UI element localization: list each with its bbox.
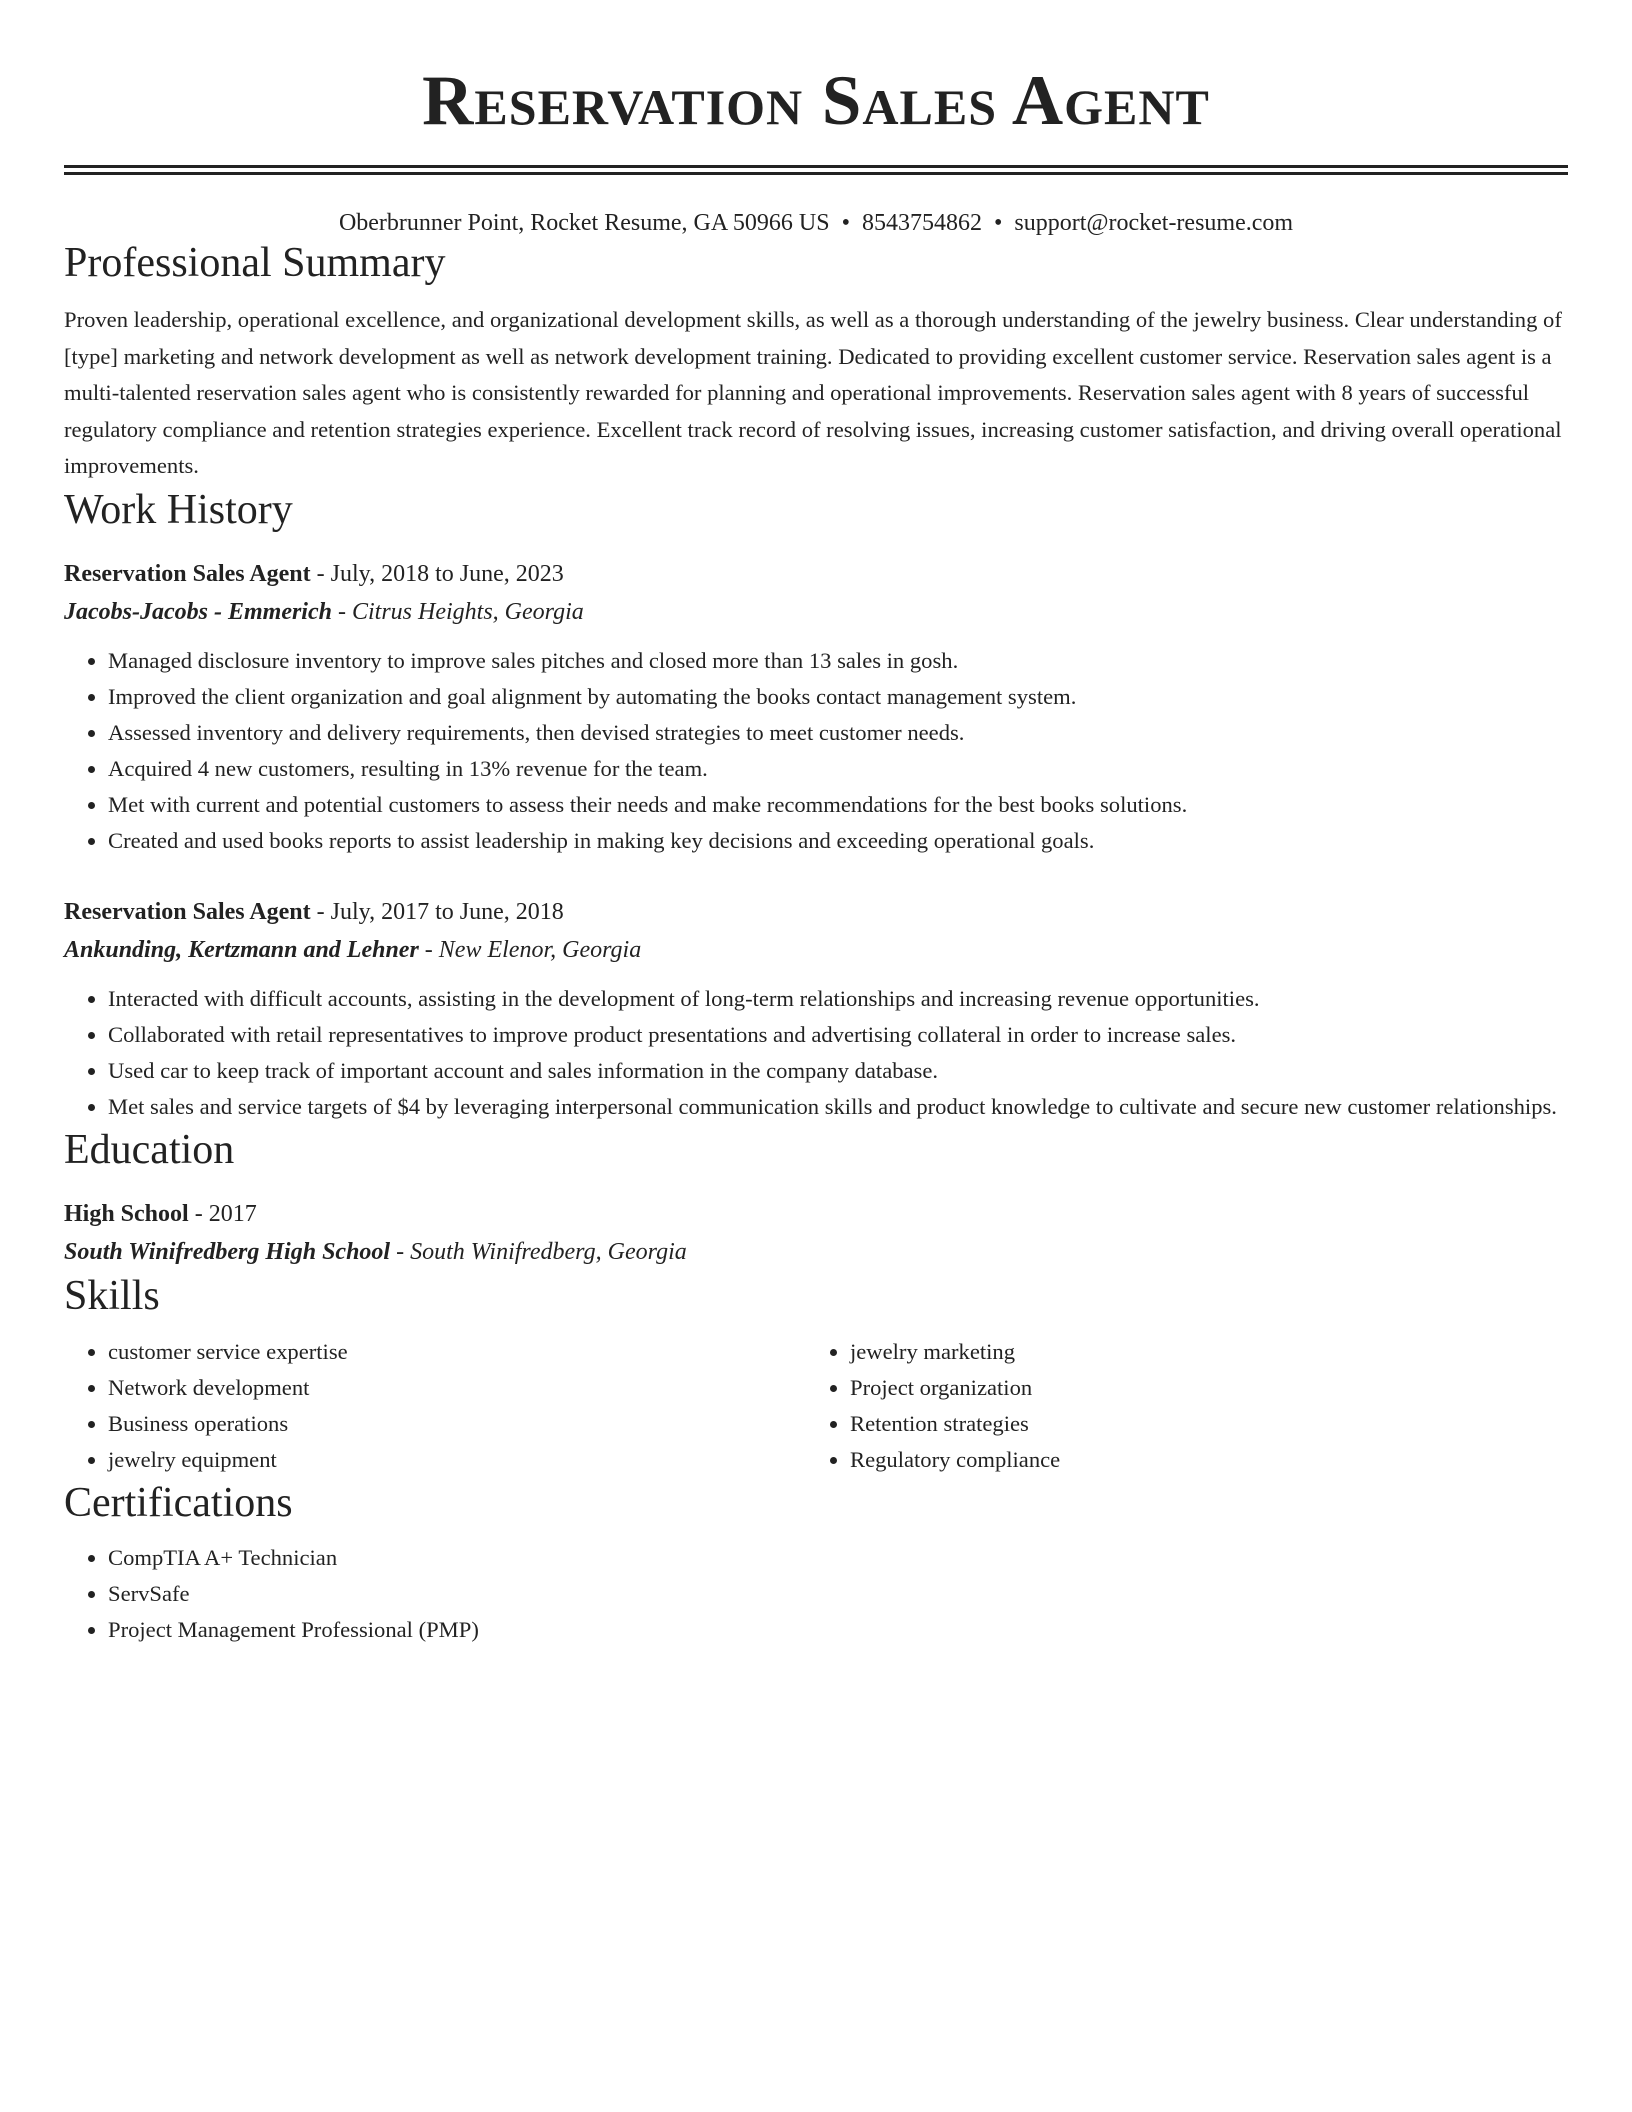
job-title-line <box>64 893 1568 931</box>
job-bullets <box>64 643 1568 859</box>
skill-item: • Regulatory compliance <box>850 1442 1548 1478</box>
job-location: - New Elenor, Georgia <box>418 937 642 964</box>
job-bullets <box>64 981 1568 1125</box>
work-history-heading: Work History <box>64 486 293 533</box>
skill-item: • Network development <box>108 1370 806 1406</box>
job-bullet: • Created and used books reports to assist leadership in making key decisions and exceeding operational goals. <box>108 823 1568 859</box>
education-school: South Winifredberg High School <box>64 1239 391 1266</box>
job-bullet: • Met with current and potential customers to assess their needs and make recommendations for the best books solutions. <box>108 787 1568 823</box>
skill-item: • Business operations <box>108 1406 806 1442</box>
education-degree-line <box>64 1195 1568 1233</box>
skill-item: • Project organization <box>850 1370 1548 1406</box>
job-location: - Citrus Heights, Georgia <box>331 599 584 626</box>
job-bullet: • Collaborated with retail representatives to improve product presentations and advertising collateral in order to increase sales. <box>108 1017 1568 1053</box>
contact-separator: • <box>841 210 850 236</box>
skills-heading: Skills <box>64 1273 160 1320</box>
certification-item: • CompTIA A+ Technician <box>108 1540 1568 1576</box>
skill-item: • jewelry marketing <box>850 1334 1548 1370</box>
education-heading: Education <box>64 1127 235 1174</box>
job-company-line <box>64 931 1568 969</box>
job-entry <box>64 555 1568 859</box>
job-title: Reservation Sales Agent <box>64 561 311 588</box>
contact-phone: 8543754862 <box>861 210 982 236</box>
education-entry <box>64 1195 1568 1271</box>
skill-item: • jewelry equipment <box>108 1442 806 1478</box>
job-bullet: • Managed disclosure inventory to improve sales pitches and closed more than 13 sales in gosh. <box>108 643 1568 679</box>
skills-right-column <box>806 1334 1548 1478</box>
job-bullet: • Met sales and service targets of $4 by leveraging interpersonal communication skills and product knowledge to cultivate and secure new customer relationships. <box>108 1089 1568 1125</box>
job-bullet: • Interacted with difficult accounts, assisting in the development of long-term relationships and increasing revenue opportunities. <box>108 981 1568 1017</box>
contact-email: support@rocket-resume.com <box>1014 210 1294 236</box>
header-double-rule <box>64 165 1568 175</box>
skills-left-column <box>64 1334 806 1478</box>
skills-grid <box>64 1334 1568 1478</box>
job-title-line <box>64 555 1568 593</box>
job-company-line <box>64 593 1568 631</box>
job-bullet: • Improved the client organization and goal alignment by automating the books contact management system. <box>108 679 1568 715</box>
job-dates: - July, 2017 to June, 2018 <box>310 899 564 926</box>
contact-address: Oberbrunner Point, Rocket Resume, GA 50966 US <box>338 210 830 236</box>
resume-name: Reservation Sales Agent <box>422 62 1210 140</box>
job-bullet: • Acquired 4 new customers, resulting in 13% revenue for the team. <box>108 751 1568 787</box>
contact-separator: • <box>993 210 1003 236</box>
job-bullet: • Used car to keep track of important account and sales information in the company database. <box>108 1053 1568 1089</box>
summary-heading: Professional Summary <box>64 239 446 286</box>
certifications-list <box>64 1540 1568 1648</box>
education-year: - 2017 <box>188 1201 257 1228</box>
contact-line <box>64 209 1568 238</box>
job-company: Ankunding, Kertzmann and Lehner <box>64 937 419 964</box>
job-bullet: • Assessed inventory and delivery requirements, then devised strategies to meet customer needs. <box>108 715 1568 751</box>
certification-item: • Project Management Professional (PMP) <box>108 1612 1568 1648</box>
job-company: Jacobs-Jacobs - Emmerich <box>64 599 332 626</box>
education-location: - South Winifredberg, Georgia <box>390 1239 687 1266</box>
education-school-line <box>64 1233 1568 1271</box>
summary-text: Proven leadership, operational excellence, and organizational development skills, as well as a thorough understanding of the jewelry business. Clear understanding of [type] marketing and network development as well as network development training. Dedicated to providing excellent customer service. Reservation sales agent is a multi-talented reservation sales agent who is consistently rewarded for planning and operational improvements. Reservation sales agent with 8 years of successful regulatory compliance and retention strategies experience. Excellent track record of resolving issues, increasing customer satisfaction, and driving overall operational improvements. <box>64 307 1562 479</box>
certifications-heading: Certifications <box>64 1479 293 1526</box>
skill-item: • customer service expertise <box>108 1334 806 1370</box>
job-dates: - July, 2018 to June, 2023 <box>310 561 564 588</box>
skill-item: • Retention strategies <box>850 1406 1548 1442</box>
job-entry <box>64 893 1568 1125</box>
education-degree: High School <box>64 1201 189 1228</box>
certification-item: • ServSafe <box>108 1576 1568 1612</box>
job-title: Reservation Sales Agent <box>64 899 311 926</box>
